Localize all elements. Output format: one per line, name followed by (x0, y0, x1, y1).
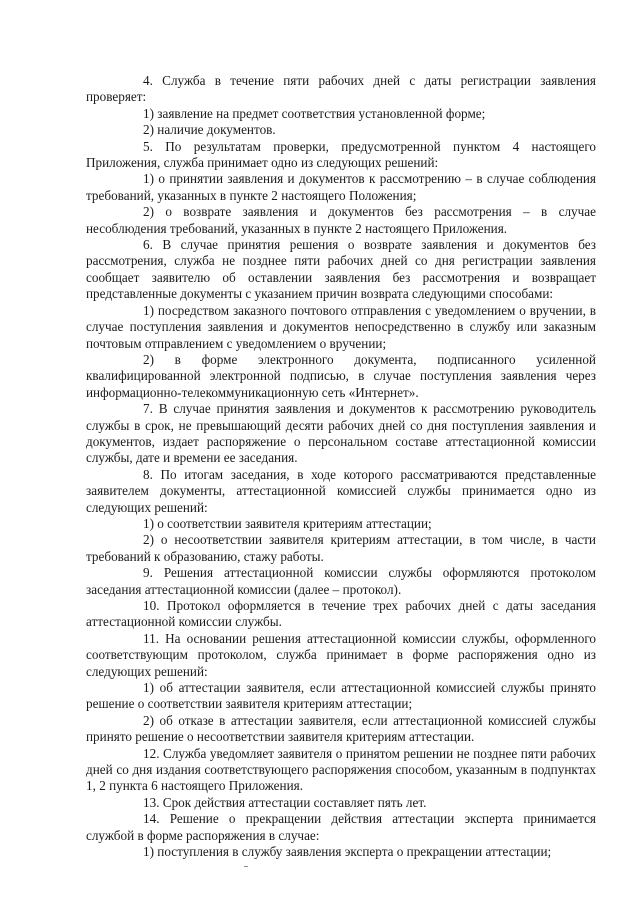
paragraph-8: 8. По итогам заседания, в ходе которого рассматриваются представленные заявителем документы, аттестационной комиссией службы принимается одно из следующих решений: (86, 466, 596, 515)
paragraph-13: 13. Срок действия аттестации составляет пять лет. (143, 794, 427, 810)
paragraph-5-item-2: 2) о возврате заявления и документов без рассмотрения – в случае несоблюдения требований, указанных в пункте 2 настоящего Приложения. (86, 204, 596, 236)
paragraph-11-item-1: 1) об аттестации заявителя, если аттестационной комиссией службы принято решение о соответствии заявителя критериям аттестации; (86, 680, 596, 712)
paragraph-10: 10. Протокол оформляется в течение трех рабочих дней с даты заседания аттестационной комиссии службы. (86, 598, 596, 630)
paragraph-4-item-2: 2) наличие документов. (143, 122, 276, 138)
scan-speck (244, 866, 248, 867)
paragraph-6-item-2: 2) в форме электронного документа, подписанного усиленной квалифицированной электронной подписью, в случае поступления заявления через информационно-телекоммуникационную сеть «Интернет». (86, 351, 596, 400)
paragraph-14-item-1: 1) поступления в службу заявления эксперта о прекращении аттестации; (143, 844, 552, 860)
document-body (86, 73, 596, 861)
paragraph-7: 7. В случае принятия заявления и документов к рассмотрению руководитель службы в срок, не превышающий десяти рабочих дней со дня поступления заявления и документов, издает распоряжение о персональном составе аттестационной комиссии службы, дате и времени ее заседания. (86, 401, 596, 466)
paragraph-5-item-1: 1) о принятии заявления и документов к рассмотрению – в случае соблюдения требований, указанных в пункте 2 настоящего Положения; (86, 171, 596, 203)
paragraph-11: 11. На основании решения аттестационной комиссии службы, оформленного соответствующим протоколом, служба принимает в форме распоряжения одно из следующих решений: (86, 630, 596, 679)
paragraph-8-item-1: 1) о соответствии заявителя критериям аттестации; (143, 515, 432, 531)
paragraph-8-item-2: 2) о несоответствии заявителя критериям аттестации, в том числе, в части требований к образованию, стажу работы. (86, 532, 596, 564)
paragraph-4-item-1: 1) заявление на предмет соответствия установленной форме; (143, 105, 486, 121)
paragraph-9: 9. Решения аттестационной комиссии службы оформляются протоколом заседания аттестационной комиссии (далее – протокол). (86, 565, 596, 597)
paragraph-6: 6. В случае принятия решения о возврате заявления и документов без рассмотрения, служба не позднее пяти рабочих дней со дня регистрации заявления сообщает заявителю об оставлении заявления без рассмотрения и возвращает представленные документы с указанием причин возврата следующими способами: (86, 237, 596, 302)
paragraph-14: 14. Решение о прекращении действия аттестации эксперта принимается службой в форме распоряжения в случае: (86, 811, 596, 843)
paragraph-11-item-2: 2) об отказе в аттестации заявителя, если аттестационной комиссией службы принято решение о несоответствии заявителя критериям аттестации. (86, 712, 596, 745)
paragraph-6-item-1: 1) посредством заказного почтового отправления с уведомлением о вручении, в случае поступления заявления и документов непосредственно в службу или заказным почтовым отправлением с уведомлением о вручении; (86, 302, 596, 351)
paragraph-12: 12. Служба уведомляет заявителя о принятом решении не позднее пяти рабочих дней со дня издания соответствующего распоряжения способом, указанным в подпунктах 1, 2 пункта 6 настоящего Приложения. (86, 745, 596, 794)
paragraph-4: 4. Служба в течение пяти рабочих дней с даты регистрации заявления проверяет: (86, 73, 596, 105)
paragraph-5: 5. По результатам проверки, предусмотренной пунктом 4 настоящего Приложения, служба принимает одно из следующих решений: (86, 138, 596, 171)
